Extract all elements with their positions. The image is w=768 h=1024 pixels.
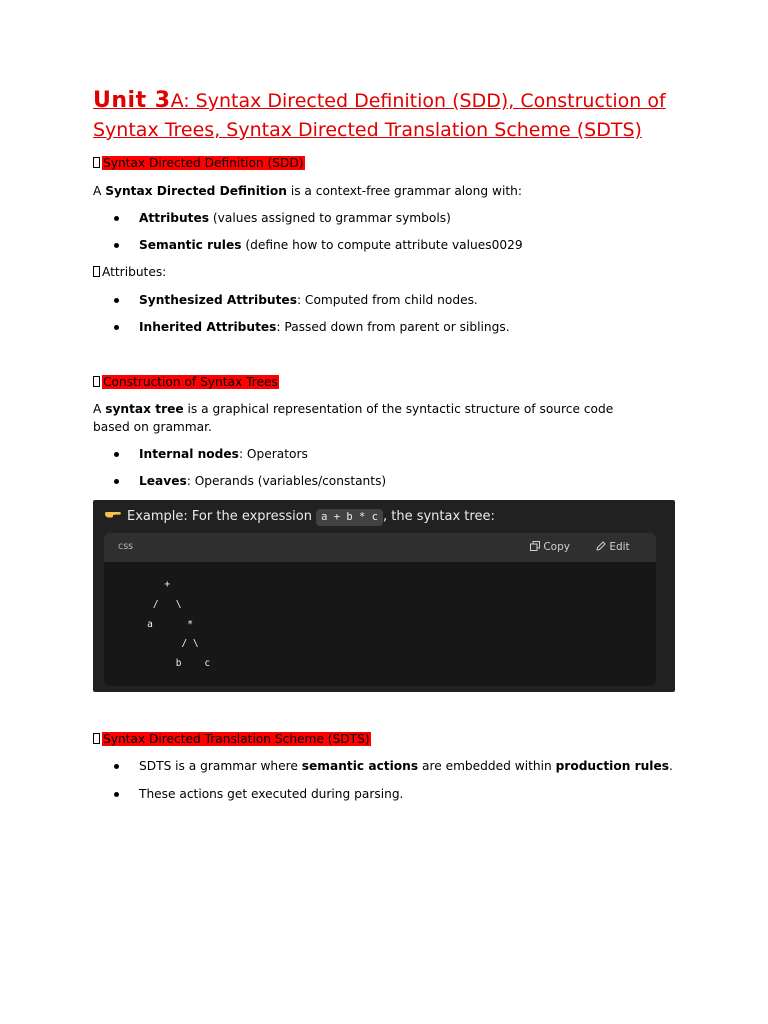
sdd-intro-bold: Syntax Directed Definition [105, 184, 287, 198]
copy-icon [530, 541, 540, 553]
list-item-text: (define how to compute attribute values0029 [241, 238, 523, 252]
attributes-label [93, 264, 166, 280]
copy-button[interactable] [530, 539, 570, 555]
syntax-tree-intro [93, 401, 653, 436]
example-text: Example: For the expression [127, 509, 317, 524]
list-item-bold: Internal nodes [139, 447, 239, 461]
bullet-dot [114, 243, 119, 248]
sdd-intro [93, 183, 522, 199]
code-language-label: css [118, 541, 134, 552]
list-item [139, 758, 673, 774]
list-item-text: are embedded within [418, 759, 556, 773]
bullet-dot [114, 479, 119, 484]
syntax-tree-intro-bold: syntax tree [105, 402, 184, 416]
bullet-dot [114, 216, 119, 221]
missing-glyph-icon [93, 376, 100, 387]
syntax-tree-intro-a: A [93, 402, 106, 416]
code-block-header [104, 533, 656, 562]
title-rest: A: Syntax Directed Definition (SDD), Construction of Syntax Trees, Syntax Directed Translation Scheme (SDTS) [93, 90, 666, 141]
bullet-dot [114, 452, 119, 457]
list-item-bold: Inherited Attributes [139, 320, 277, 334]
code-block [104, 533, 656, 686]
list-item-bold: Attributes [139, 211, 210, 225]
list-item [139, 319, 510, 335]
edit-button[interactable] [596, 539, 630, 555]
code-line: + [130, 579, 171, 590]
syntax-tree-intro-rest: is a graphical representation of the syntactic structure of source code based on grammar. [93, 402, 614, 434]
list-item [139, 786, 403, 802]
sdts-heading-text: Syntax Directed Translation Scheme (SDTS) [103, 732, 370, 746]
list-item [139, 237, 523, 253]
code-line: a * [130, 619, 193, 630]
sdd-heading [93, 155, 305, 171]
list-item [139, 292, 478, 308]
sdd-intro-a: A [93, 184, 106, 198]
title-unit: Unit 3 [93, 88, 171, 113]
edit-label: Edit [609, 541, 630, 553]
code-line: b c [130, 658, 211, 669]
code-line: / \ [130, 638, 199, 649]
syntax-trees-heading-text: Construction of Syntax Trees [103, 375, 278, 389]
missing-glyph-icon [93, 733, 100, 744]
list-item-text: These actions get executed during parsing. [139, 787, 404, 801]
list-item-bold: semantic actions [301, 759, 419, 773]
list-item-text: (values assigned to grammar symbols) [209, 211, 451, 225]
list-item-text: : Operands (variables/constants) [186, 474, 387, 488]
syntax-trees-heading [93, 374, 279, 390]
list-item-text: : Computed from child nodes. [296, 293, 478, 307]
list-item [139, 446, 308, 462]
embedded-screenshot [93, 500, 675, 692]
bullet-dot [114, 325, 119, 330]
attributes-label-text: Attributes: [102, 265, 167, 279]
inline-code-expression: a + b * c [316, 509, 383, 526]
sdts-heading [93, 731, 371, 747]
code-body [104, 562, 656, 686]
list-item-bold: production rules [555, 759, 670, 773]
list-item-text: SDTS is a grammar where [139, 759, 302, 773]
bullet-dot [114, 792, 119, 797]
list-item-text: : Passed down from parent or siblings. [276, 320, 510, 334]
list-item-bold: Leaves [139, 474, 187, 488]
page-title [93, 86, 693, 145]
copy-label: Copy [543, 541, 570, 553]
example-tail: , the syntax tree: [382, 509, 495, 524]
pointing-hand-icon [105, 506, 121, 526]
list-item-bold: Synthesized Attributes [139, 293, 297, 307]
missing-glyph-icon [93, 266, 100, 277]
list-item-text: : Operators [238, 447, 308, 461]
list-item-text: . [669, 759, 673, 773]
example-caption [105, 506, 495, 526]
sdd-heading-text: Syntax Directed Definition (SDD) [103, 156, 304, 170]
edit-icon [596, 541, 606, 553]
list-item [139, 210, 451, 226]
bullet-dot [114, 764, 119, 769]
bullet-dot [114, 298, 119, 303]
sdd-intro-rest: is a context-free grammar along with: [286, 184, 522, 198]
list-item-bold: Semantic rules [139, 238, 242, 252]
missing-glyph-icon [93, 157, 100, 168]
code-line: / \ [130, 599, 182, 610]
list-item [139, 473, 386, 489]
